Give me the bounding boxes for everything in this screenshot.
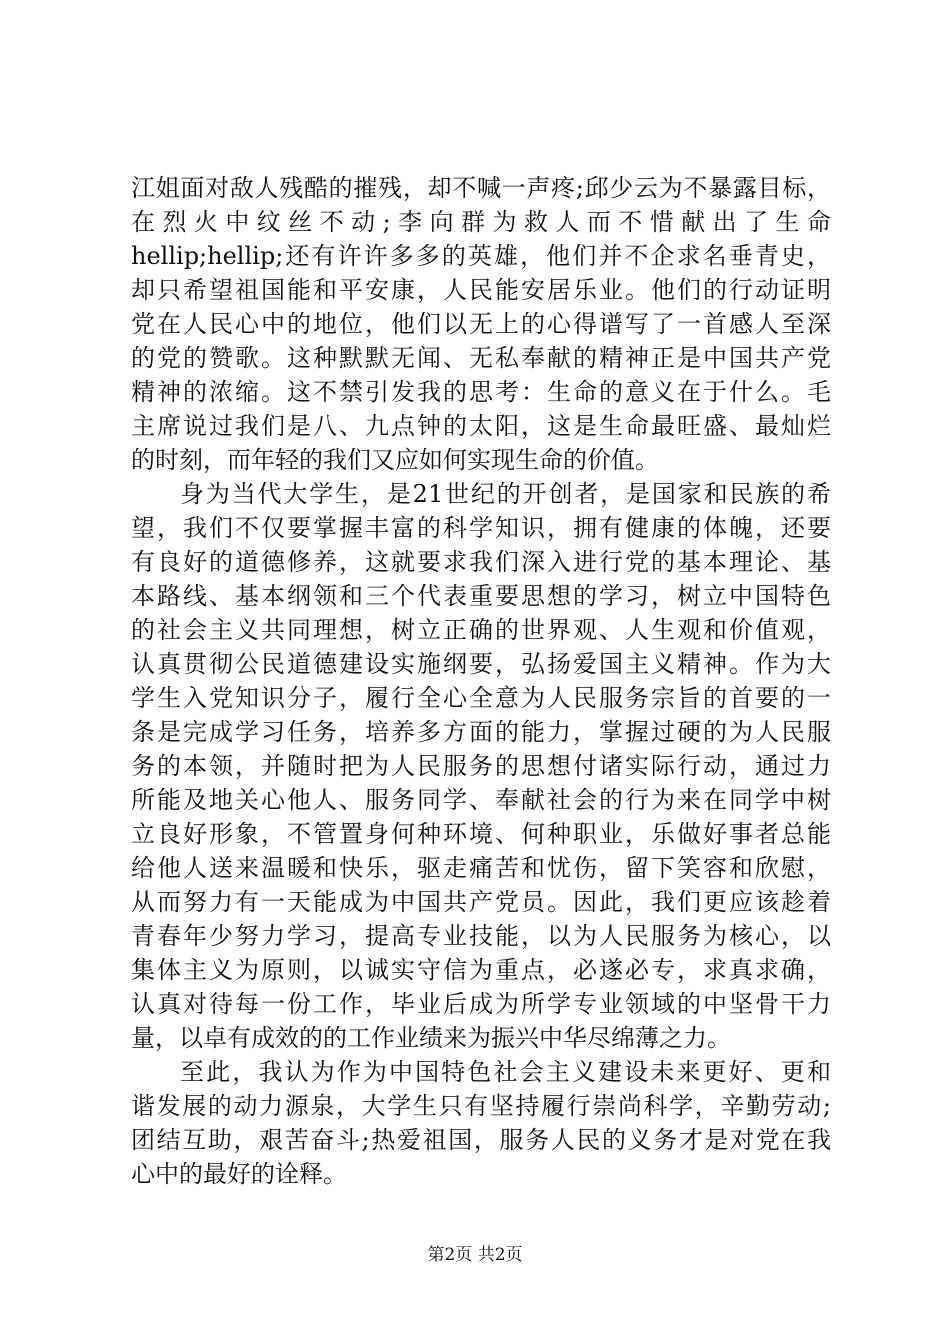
text-line: 心中的最好的诠释。 xyxy=(131,1160,347,1188)
text-line: 团结互助，艰苦奋斗;热爱祖国，服务人民的义务才是对党在我 xyxy=(131,1126,831,1154)
text-line: 务的本领，并随时把为人民服务的思想付诸实际行动，通过力 xyxy=(131,752,831,780)
text-line: 谐发展的动力源泉，大学生只有坚持履行崇尚科学，辛勤劳动; xyxy=(131,1092,831,1120)
text-line: 有良好的道德修养，这就要求我们深入进行党的基本理论、基 xyxy=(131,548,831,576)
text-line: 所能及地关心他人、服务同学、奉献社会的行为来在同学中树 xyxy=(131,786,831,814)
text-line: 立良好形象，不管置身何种环境、何种职业，乐做好事者总能 xyxy=(131,820,831,848)
text-line: 主席说过我们是八、九点钟的太阳，这是生命最旺盛、最灿烂 xyxy=(131,412,831,440)
text-line: hellip;hellip;还有许许多多的英雄，他们并不企求名垂青史， xyxy=(131,242,831,270)
text-line: 认真贯彻公民道德建设实施纲要，弘扬爱国主义精神。作为大 xyxy=(131,650,831,678)
page-footer: 第2页 共2页 xyxy=(427,1245,523,1265)
text-line: 精神的浓缩。这不禁引发我的思考：生命的意义在于什么。毛 xyxy=(131,378,831,406)
text-line: 的党的赞歌。这种默默无闻、无私奉献的精神正是中国共产党 xyxy=(131,344,831,372)
text-line: 条是完成学习任务，培养多方面的能力，掌握过硬的为人民服 xyxy=(131,718,831,746)
text-line: 学生入党知识分子，履行全心全意为人民服务宗旨的首要的一 xyxy=(131,684,831,712)
text-line: 却只希望祖国能和平安康，人民能安居乐业。他们的行动证明 xyxy=(131,276,831,304)
text-line: 集体主义为原则，以诚实守信为重点，必遂必专，求真求确， xyxy=(131,956,831,984)
paragraph-first-line: 至此，我认为作为中国特色社会主义建设未来更好、更和 xyxy=(180,1058,831,1086)
text-line: 在烈火中纹丝不动;李向群为救人而不惜献出了生命 xyxy=(131,208,831,236)
text-line: 望，我们不仅要掌握丰富的科学知识，拥有健康的体魄，还要 xyxy=(131,514,831,542)
paragraph-first-line: 身为当代大学生，是21世纪的开创者，是国家和民族的希 xyxy=(180,480,831,508)
text-line: 认真对待每一份工作，毕业后成为所学专业领域的中坚骨干力 xyxy=(131,990,831,1018)
text-line: 的社会主义共同理想，树立正确的世界观、人生观和价值观， xyxy=(131,616,831,644)
text-line: 党在人民心中的地位，他们以无上的心得谱写了一首感人至深 xyxy=(131,310,831,338)
text-line: 本路线、基本纲领和三个代表重要思想的学习，树立中国特色 xyxy=(131,582,831,610)
text-line: 量，以卓有成效的的工作业绩来为振兴中华尽绵薄之力。 xyxy=(131,1024,731,1052)
text-line: 给他人送来温暖和快乐，驱走痛苦和忧伤，留下笑容和欣慰， xyxy=(131,854,831,882)
text-line: 的时刻，而年轻的我们又应如何实现生命的价值。 xyxy=(131,446,659,474)
text-line: 从而努力有一天能成为中国共产党员。因此，我们更应该趁着 xyxy=(131,888,831,916)
text-line: 青春年少努力学习，提高专业技能，以为人民服务为核心，以 xyxy=(131,922,831,950)
text-line: 江姐面对敌人残酷的摧残，却不喊一声疼;邱少云为不暴露目标， xyxy=(131,174,831,202)
